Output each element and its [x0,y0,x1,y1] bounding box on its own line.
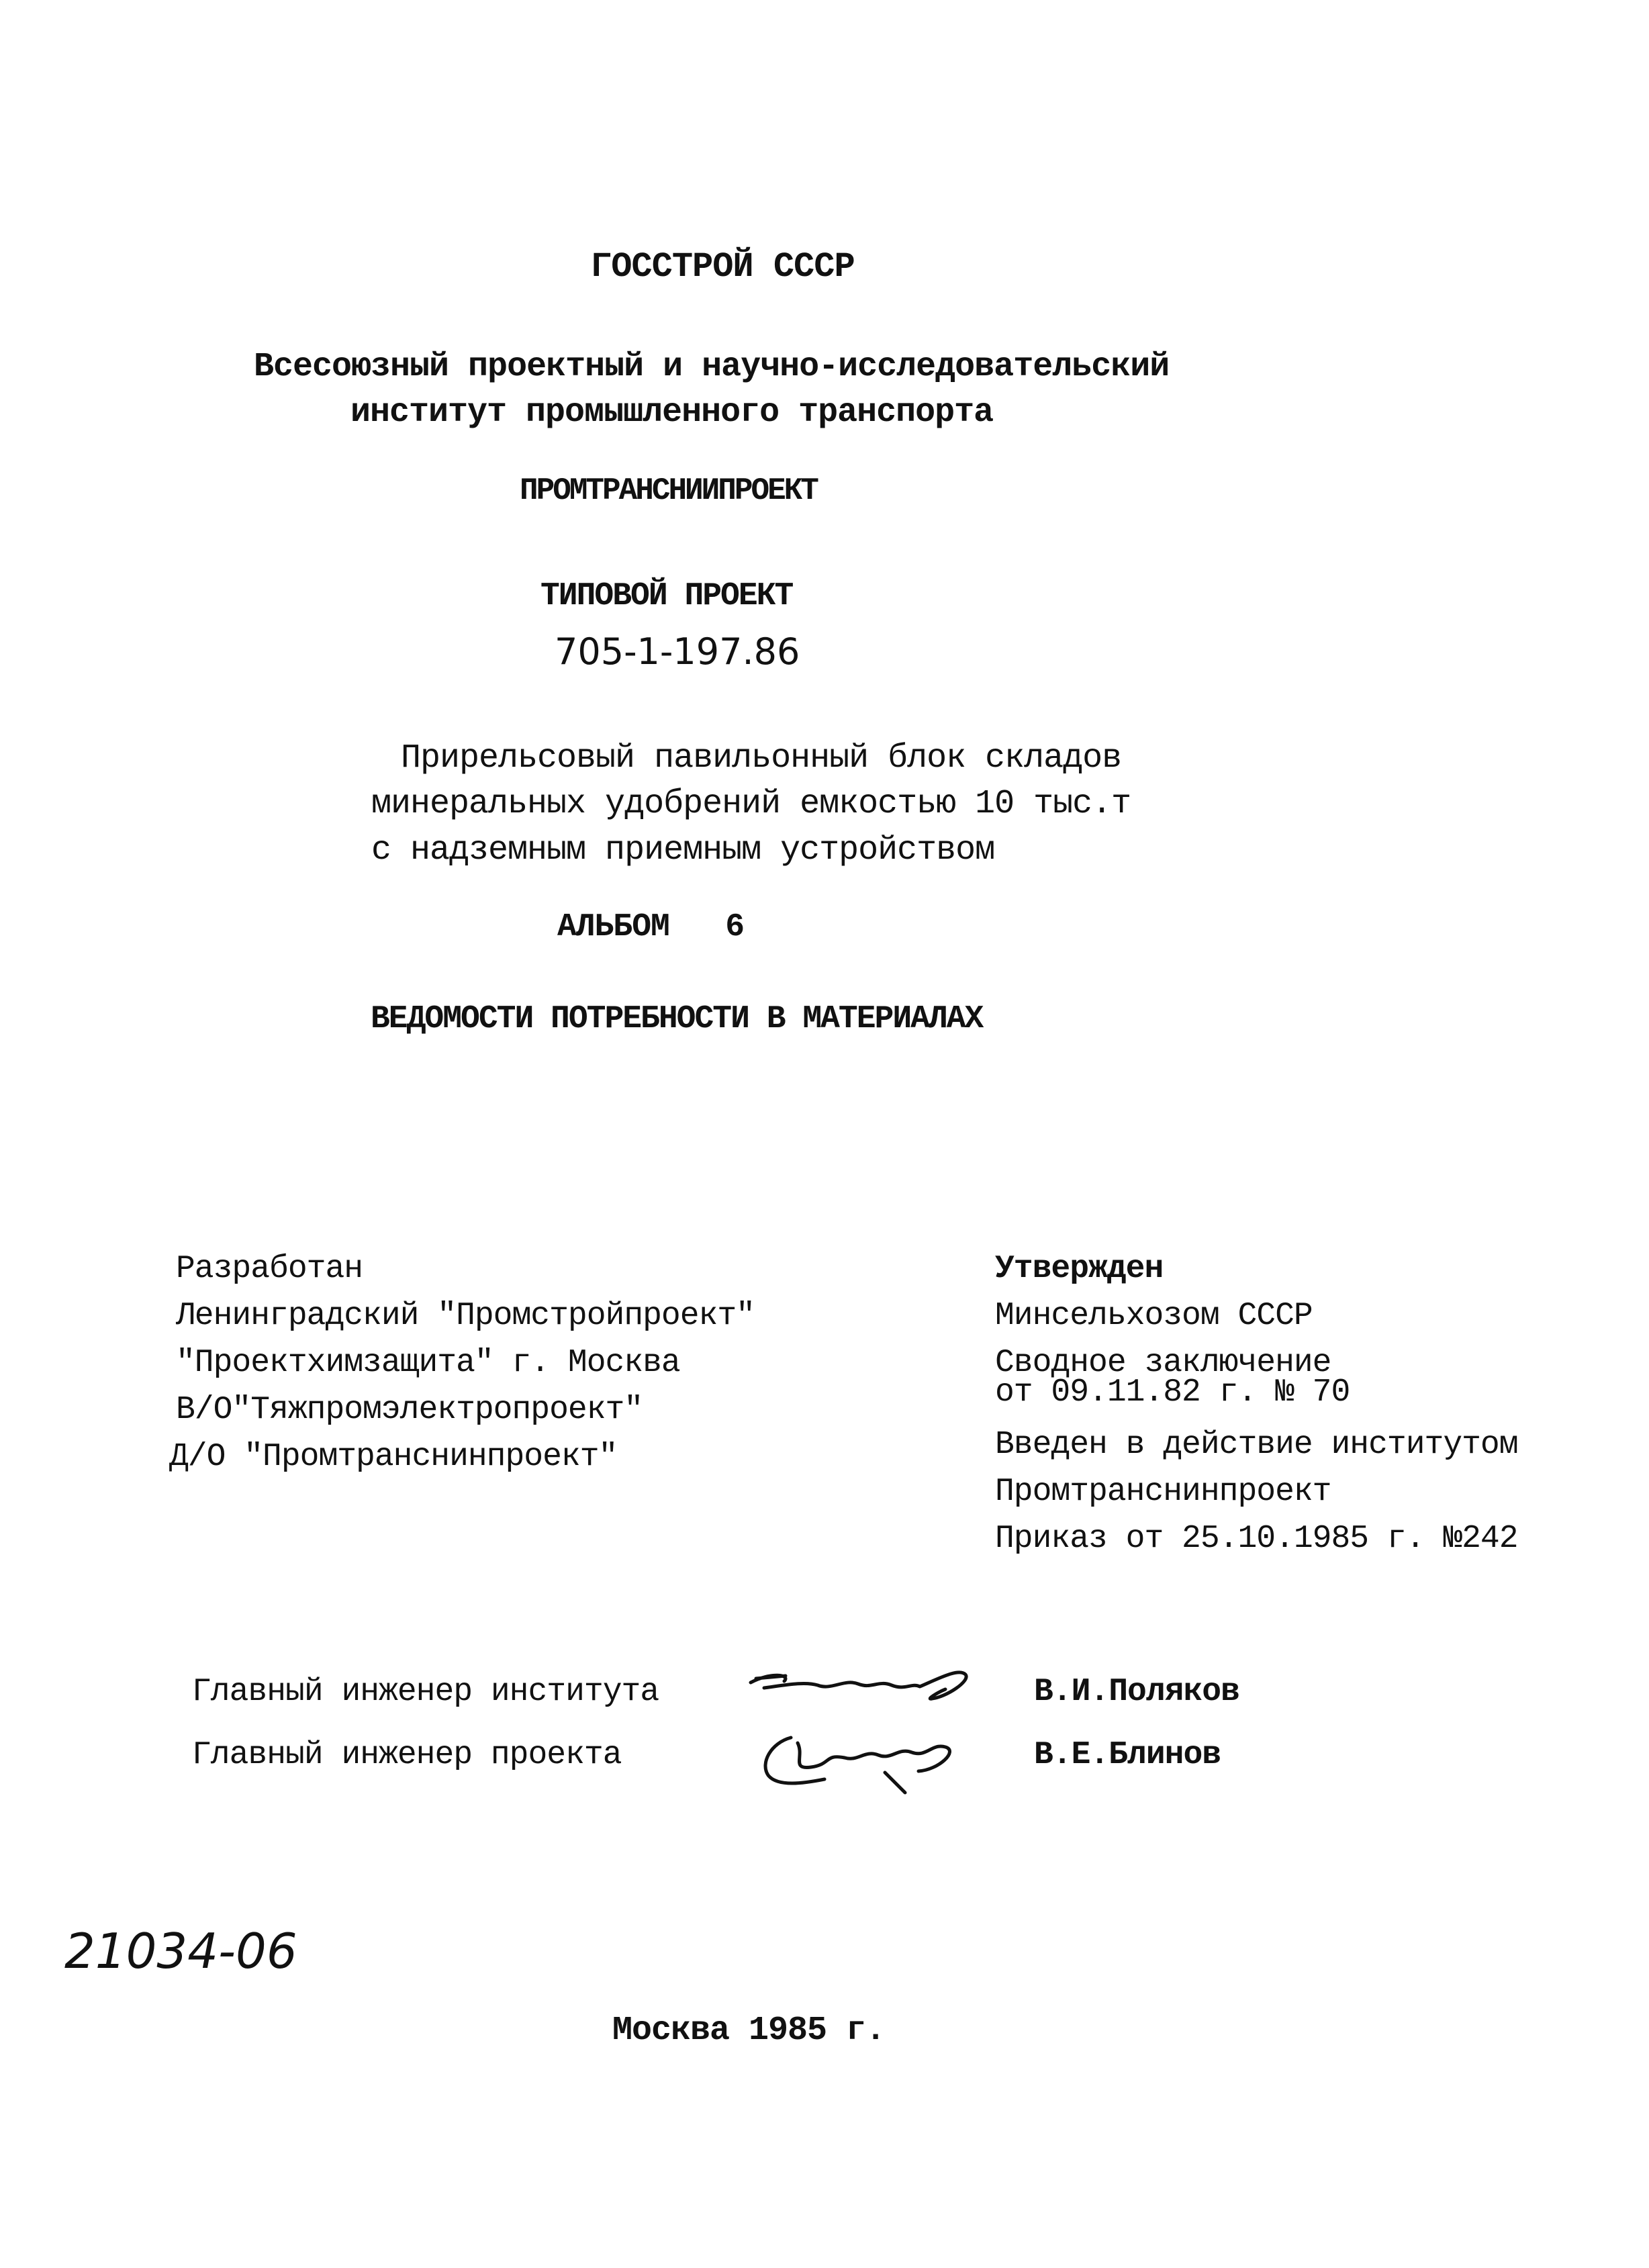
approved-line: Приказ от 25.10.1985 г. №242 [995,1521,1518,1557]
institute-line-1: Всесоюзный проектный и научно-исследовательский [254,348,1170,386]
album-title: ВЕДОМОСТИ ПОТРЕБНОСТИ В МАТЕРИАЛАХ [371,1001,983,1037]
footer-city-year: Москва 1985 г. [612,2012,886,2050]
institute-line-2: институт промышленного транспорта [350,393,994,432]
signature-name: В.Е.Блинов [1034,1737,1221,1773]
developed-line: Ленинградский "Промстройпроект" [176,1298,755,1334]
approved-line: Минсельхозом СССР [995,1298,1313,1334]
developed-line: "Проектхимзащита" г. Москва [176,1345,680,1381]
developed-line: В/О"Тяжпромэлектропроект" [176,1392,643,1428]
project-title-line-2: минеральных удобрений емкостью 10 тыс.т [371,785,1131,823]
developed-heading: Разработан [176,1251,363,1287]
approved-heading: Утвержден [995,1251,1164,1287]
handwritten-signature [751,1723,979,1803]
signature-role: Главный инженер проекта [192,1737,622,1773]
approved-line: Промтранснинпроект [995,1474,1331,1510]
project-number: 705-1-197.86 [555,630,800,673]
handwritten-signature [744,1658,986,1726]
project-label: ТИПОВОЙ ПРОЕКТ [540,578,793,614]
signature-role: Главный инженер института [192,1674,659,1710]
approved-line: Сводное заключение [995,1345,1331,1381]
approved-line: Введен в действие институтом [995,1427,1518,1463]
developed-line: Д/О "Промтранснинпроект" [169,1439,618,1475]
project-title-line-1: Прирельсовый павильонный блок складов [401,739,1122,777]
signature-name: В.И.Поляков [1034,1674,1239,1710]
institute-short-name: ПРОМТРАНСНИИПРОЕКТ [520,473,817,508]
approved-line: от 09.11.82 г. № 70 [995,1374,1350,1411]
project-title-line-3: с надземным приемным устройством [371,831,995,869]
agency-title: ГОССТРОЙ СССР [591,247,855,287]
album-number: АЛЬБОМ 6 [557,909,745,945]
inventory-number: 21034-06 [64,1923,297,1979]
